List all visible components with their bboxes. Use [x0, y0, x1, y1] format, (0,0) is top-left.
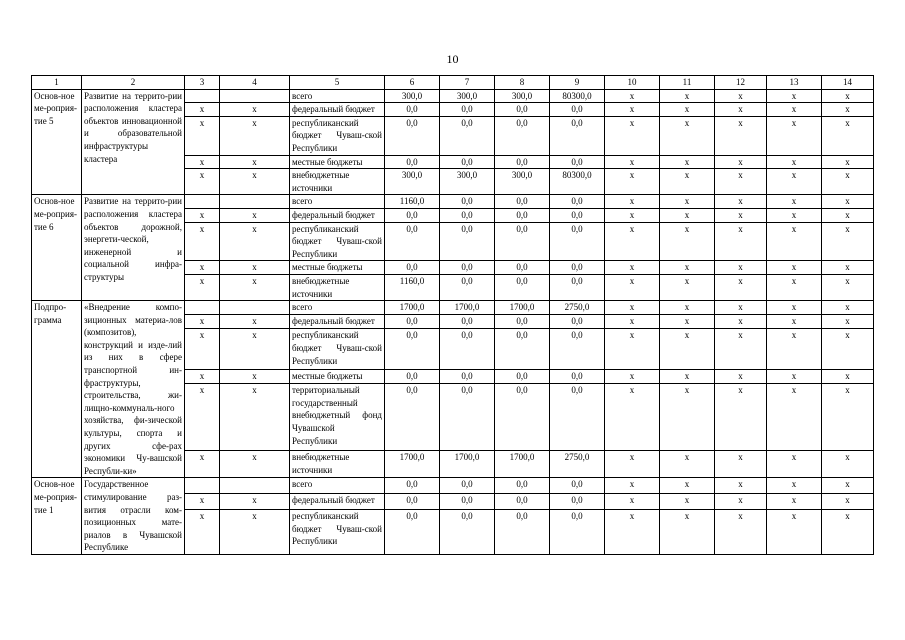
x-mark-cell: х — [822, 155, 874, 169]
value-cell: 2750,0 — [550, 451, 605, 478]
value-cell: 0,0 — [550, 478, 605, 494]
value-cell: 0,0 — [440, 116, 495, 155]
col4-cell: х — [220, 274, 290, 300]
col4-cell: х — [220, 103, 290, 117]
measure-name-cell: Развитие на террито-рии расположения кластера объектов инновационной и образовательной инфраструктуры кластера — [82, 89, 185, 195]
value-cell: 0,0 — [495, 103, 550, 117]
col4-cell: х — [220, 169, 290, 195]
x-mark-cell: х — [715, 369, 767, 383]
value-cell: 0,0 — [550, 274, 605, 300]
measure-name-cell: «Внедрение компо-зиционных материа-лов (композитов), конструкций и изде-лий из них в сфере транспортной ин-фраструктуры, строительства, жи-лищно-коммуналь-ного хозяйства, фи-зической культуры, спорта и других сфе-рах экономики Чу-вашской Республи-ки» — [82, 301, 185, 478]
table-row — [32, 301, 874, 315]
x-mark-cell: х — [822, 103, 874, 117]
measure-name-cell: Государственное стимулирование раз-вития отрасли ком-позиционных мате-риалов в Чувашской Республике — [82, 478, 185, 555]
x-mark-cell: х — [822, 222, 874, 261]
value-cell: 0,0 — [495, 274, 550, 300]
col4-cell: х — [220, 315, 290, 329]
column-header: 3 — [185, 76, 220, 90]
table-row — [32, 89, 874, 103]
x-mark-cell: х — [605, 155, 660, 169]
col3-cell — [185, 195, 220, 209]
x-mark-cell: х — [715, 89, 767, 103]
x-mark-cell: х — [715, 315, 767, 329]
x-mark-cell: х — [605, 301, 660, 315]
x-mark-cell: х — [660, 384, 715, 451]
x-mark-cell: х — [822, 261, 874, 275]
x-mark-cell: х — [715, 116, 767, 155]
column-header: 9 — [550, 76, 605, 90]
x-mark-cell: х — [822, 301, 874, 315]
value-cell: 0,0 — [495, 195, 550, 209]
value-cell: 0,0 — [440, 478, 495, 494]
value-cell: 0,0 — [550, 116, 605, 155]
x-mark-cell: х — [660, 116, 715, 155]
value-cell: 300,0 — [440, 169, 495, 195]
x-mark-cell: х — [660, 369, 715, 383]
col4-cell: х — [220, 451, 290, 478]
value-cell: 0,0 — [440, 222, 495, 261]
x-mark-cell: х — [605, 116, 660, 155]
value-cell: 1700,0 — [440, 451, 495, 478]
x-mark-cell: х — [605, 384, 660, 451]
x-mark-cell: х — [605, 274, 660, 300]
funding-source-cell: республиканский бюджет Чуваш-ской Республики — [290, 222, 385, 261]
value-cell: 0,0 — [440, 369, 495, 383]
value-cell: 0,0 — [385, 103, 440, 117]
x-mark-cell: х — [605, 103, 660, 117]
value-cell: 2750,0 — [550, 301, 605, 315]
value-cell: 0,0 — [550, 103, 605, 117]
col3-cell: х — [185, 169, 220, 195]
x-mark-cell: х — [715, 509, 767, 554]
col3-cell: х — [185, 103, 220, 117]
x-mark-cell: х — [822, 451, 874, 478]
value-cell: 0,0 — [440, 195, 495, 209]
x-mark-cell: х — [605, 478, 660, 494]
funding-source-cell: всего — [290, 195, 385, 209]
value-cell: 0,0 — [550, 384, 605, 451]
funding-source-cell: внебюджетные источники — [290, 274, 385, 300]
x-mark-cell: х — [767, 274, 822, 300]
value-cell: 0,0 — [550, 155, 605, 169]
value-cell: 1700,0 — [495, 451, 550, 478]
value-cell: 0,0 — [385, 116, 440, 155]
funding-source-cell: местные бюджеты — [290, 261, 385, 275]
col3-cell: х — [185, 509, 220, 554]
x-mark-cell: х — [767, 208, 822, 222]
funding-source-cell: местные бюджеты — [290, 369, 385, 383]
value-cell: 0,0 — [495, 329, 550, 370]
x-mark-cell: х — [767, 301, 822, 315]
value-cell: 0,0 — [550, 315, 605, 329]
value-cell: 0,0 — [495, 369, 550, 383]
funding-source-cell: республиканский бюджет Чуваш-ской Республики — [290, 329, 385, 370]
value-cell: 80300,0 — [550, 89, 605, 103]
x-mark-cell: х — [715, 494, 767, 510]
table-row — [32, 195, 874, 209]
x-mark-cell: х — [767, 89, 822, 103]
value-cell: 0,0 — [550, 261, 605, 275]
value-cell: 300,0 — [385, 89, 440, 103]
value-cell: 0,0 — [495, 155, 550, 169]
x-mark-cell: х — [605, 169, 660, 195]
value-cell: 1700,0 — [440, 301, 495, 315]
value-cell: 0,0 — [385, 208, 440, 222]
value-cell: 0,0 — [440, 315, 495, 329]
value-cell: 0,0 — [550, 222, 605, 261]
measure-type-cell: Основ-ное ме-роприя-тие 5 — [32, 89, 82, 195]
x-mark-cell: х — [605, 315, 660, 329]
col3-cell: х — [185, 315, 220, 329]
col4-cell: х — [220, 509, 290, 554]
value-cell: 0,0 — [495, 384, 550, 451]
measure-name-cell: Развитие на террито-рии расположения кластера объектов дорожной, энергети-ческой, инженерной и социальной инфра-структуры — [82, 195, 185, 301]
column-header: 2 — [82, 76, 185, 90]
col3-cell: х — [185, 261, 220, 275]
x-mark-cell: х — [822, 208, 874, 222]
x-mark-cell: х — [767, 169, 822, 195]
value-cell: 0,0 — [385, 222, 440, 261]
funding-source-cell: федеральный бюджет — [290, 315, 385, 329]
funding-source-cell: всего — [290, 89, 385, 103]
table-body — [32, 89, 874, 554]
x-mark-cell: х — [660, 155, 715, 169]
x-mark-cell: х — [605, 369, 660, 383]
col4-cell: х — [220, 261, 290, 275]
value-cell: 300,0 — [495, 89, 550, 103]
value-cell: 0,0 — [440, 208, 495, 222]
x-mark-cell: х — [660, 301, 715, 315]
value-cell: 0,0 — [385, 384, 440, 451]
column-header: 10 — [605, 76, 660, 90]
x-mark-cell: х — [715, 208, 767, 222]
x-mark-cell: х — [822, 509, 874, 554]
x-mark-cell: х — [822, 89, 874, 103]
value-cell: 0,0 — [495, 478, 550, 494]
funding-source-cell: республиканский бюджет Чуваш-ской Республики — [290, 116, 385, 155]
value-cell: 0,0 — [440, 384, 495, 451]
value-cell: 0,0 — [440, 329, 495, 370]
funding-source-cell: федеральный бюджет — [290, 494, 385, 510]
x-mark-cell: х — [660, 451, 715, 478]
value-cell: 0,0 — [440, 155, 495, 169]
col3-cell: х — [185, 384, 220, 451]
x-mark-cell: х — [660, 494, 715, 510]
column-header: 11 — [660, 76, 715, 90]
value-cell: 0,0 — [495, 116, 550, 155]
value-cell: 0,0 — [440, 274, 495, 300]
col4-cell: х — [220, 116, 290, 155]
value-cell: 300,0 — [385, 169, 440, 195]
value-cell: 300,0 — [495, 169, 550, 195]
col3-cell: х — [185, 222, 220, 261]
col3-cell: х — [185, 329, 220, 370]
x-mark-cell: х — [715, 329, 767, 370]
x-mark-cell: х — [605, 208, 660, 222]
x-mark-cell: х — [767, 509, 822, 554]
x-mark-cell: х — [605, 329, 660, 370]
col3-cell: х — [185, 451, 220, 478]
col4-cell: х — [220, 494, 290, 510]
value-cell: 1700,0 — [385, 301, 440, 315]
x-mark-cell: х — [767, 329, 822, 370]
x-mark-cell: х — [767, 494, 822, 510]
value-cell: 0,0 — [550, 509, 605, 554]
x-mark-cell: х — [715, 103, 767, 117]
measure-type-cell: Основ-ное ме-роприя-тие 6 — [32, 195, 82, 301]
x-mark-cell: х — [605, 89, 660, 103]
value-cell: 0,0 — [550, 329, 605, 370]
value-cell: 0,0 — [385, 494, 440, 510]
value-cell: 80300,0 — [550, 169, 605, 195]
value-cell: 0,0 — [385, 329, 440, 370]
funding-source-cell: всего — [290, 478, 385, 494]
x-mark-cell: х — [660, 261, 715, 275]
measure-type-cell: Подпро-грамма — [32, 301, 82, 478]
x-mark-cell: х — [715, 451, 767, 478]
value-cell: 0,0 — [440, 509, 495, 554]
funding-source-cell: внебюджетные источники — [290, 451, 385, 478]
x-mark-cell: х — [660, 195, 715, 209]
col4-cell: х — [220, 155, 290, 169]
x-mark-cell: х — [715, 478, 767, 494]
x-mark-cell: х — [767, 195, 822, 209]
value-cell: 0,0 — [550, 195, 605, 209]
value-cell: 0,0 — [385, 478, 440, 494]
x-mark-cell: х — [767, 222, 822, 261]
col3-cell: х — [185, 494, 220, 510]
value-cell: 0,0 — [495, 509, 550, 554]
col4-cell: х — [220, 384, 290, 451]
x-mark-cell: х — [822, 494, 874, 510]
value-cell: 0,0 — [385, 369, 440, 383]
column-header: 5 — [290, 76, 385, 90]
x-mark-cell: х — [767, 261, 822, 275]
x-mark-cell: х — [767, 155, 822, 169]
x-mark-cell: х — [715, 222, 767, 261]
col3-cell: х — [185, 155, 220, 169]
budget-table — [31, 75, 874, 555]
x-mark-cell: х — [715, 195, 767, 209]
x-mark-cell: х — [660, 478, 715, 494]
x-mark-cell: х — [660, 169, 715, 195]
column-header: 8 — [495, 76, 550, 90]
value-cell: 0,0 — [495, 494, 550, 510]
table-row — [32, 478, 874, 494]
header-row — [32, 76, 874, 90]
col3-cell: х — [185, 116, 220, 155]
value-cell: 1700,0 — [385, 451, 440, 478]
value-cell: 0,0 — [440, 103, 495, 117]
value-cell: 0,0 — [385, 509, 440, 554]
x-mark-cell: х — [767, 116, 822, 155]
page-number: 10 — [446, 52, 459, 66]
x-mark-cell: х — [767, 384, 822, 451]
x-mark-cell: х — [822, 369, 874, 383]
value-cell: 0,0 — [385, 155, 440, 169]
col4-cell — [220, 195, 290, 209]
col4-cell — [220, 89, 290, 103]
funding-source-cell: местные бюджеты — [290, 155, 385, 169]
value-cell: 0,0 — [550, 208, 605, 222]
value-cell: 1700,0 — [495, 301, 550, 315]
value-cell: 0,0 — [440, 494, 495, 510]
col3-cell — [185, 301, 220, 315]
col3-cell — [185, 478, 220, 494]
x-mark-cell: х — [767, 103, 822, 117]
column-header: 1 — [32, 76, 82, 90]
x-mark-cell: х — [605, 261, 660, 275]
column-header: 7 — [440, 76, 495, 90]
x-mark-cell: х — [605, 451, 660, 478]
value-cell: 0,0 — [385, 261, 440, 275]
x-mark-cell: х — [767, 451, 822, 478]
funding-source-cell: республиканский бюджет Чуваш-ской Республики — [290, 509, 385, 554]
value-cell: 0,0 — [550, 369, 605, 383]
funding-source-cell: федеральный бюджет — [290, 103, 385, 117]
x-mark-cell: х — [660, 329, 715, 370]
x-mark-cell: х — [715, 261, 767, 275]
col3-cell — [185, 89, 220, 103]
value-cell: 0,0 — [495, 222, 550, 261]
col4-cell: х — [220, 369, 290, 383]
column-header: 13 — [767, 76, 822, 90]
x-mark-cell: х — [715, 155, 767, 169]
x-mark-cell: х — [660, 208, 715, 222]
col4-cell — [220, 478, 290, 494]
funding-source-cell: федеральный бюджет — [290, 208, 385, 222]
col4-cell: х — [220, 222, 290, 261]
x-mark-cell: х — [715, 274, 767, 300]
x-mark-cell: х — [822, 315, 874, 329]
value-cell: 0,0 — [385, 315, 440, 329]
x-mark-cell: х — [822, 329, 874, 370]
value-cell: 0,0 — [495, 261, 550, 275]
x-mark-cell: х — [660, 509, 715, 554]
funding-source-cell: территориальный государственный внебюджетный фонд Чувашской Республики — [290, 384, 385, 451]
value-cell: 1160,0 — [385, 195, 440, 209]
x-mark-cell: х — [822, 116, 874, 155]
x-mark-cell: х — [822, 169, 874, 195]
x-mark-cell: х — [767, 315, 822, 329]
col4-cell — [220, 301, 290, 315]
measure-type-cell: Основ-ное ме-роприя-тие 1 — [32, 478, 82, 555]
x-mark-cell: х — [822, 274, 874, 300]
x-mark-cell: х — [605, 494, 660, 510]
funding-source-cell: внебюджетные источники — [290, 169, 385, 195]
col3-cell: х — [185, 369, 220, 383]
x-mark-cell: х — [660, 315, 715, 329]
x-mark-cell: х — [605, 195, 660, 209]
value-cell: 0,0 — [440, 261, 495, 275]
value-cell: 1160,0 — [385, 274, 440, 300]
column-header: 12 — [715, 76, 767, 90]
x-mark-cell: х — [660, 89, 715, 103]
x-mark-cell: х — [660, 103, 715, 117]
col4-cell: х — [220, 208, 290, 222]
x-mark-cell: х — [660, 274, 715, 300]
column-header: 4 — [220, 76, 290, 90]
column-header: 14 — [822, 76, 874, 90]
value-cell: 300,0 — [440, 89, 495, 103]
x-mark-cell: х — [822, 384, 874, 451]
x-mark-cell: х — [715, 384, 767, 451]
value-cell: 0,0 — [495, 315, 550, 329]
x-mark-cell: х — [715, 301, 767, 315]
x-mark-cell: х — [715, 169, 767, 195]
funding-source-cell: всего — [290, 301, 385, 315]
x-mark-cell: х — [605, 509, 660, 554]
col3-cell: х — [185, 274, 220, 300]
col3-cell: х — [185, 208, 220, 222]
x-mark-cell: х — [767, 478, 822, 494]
col4-cell: х — [220, 329, 290, 370]
value-cell: 0,0 — [550, 494, 605, 510]
column-header: 6 — [385, 76, 440, 90]
x-mark-cell: х — [605, 222, 660, 261]
x-mark-cell: х — [660, 222, 715, 261]
x-mark-cell: х — [822, 195, 874, 209]
value-cell: 0,0 — [495, 208, 550, 222]
x-mark-cell: х — [767, 369, 822, 383]
x-mark-cell: х — [822, 478, 874, 494]
